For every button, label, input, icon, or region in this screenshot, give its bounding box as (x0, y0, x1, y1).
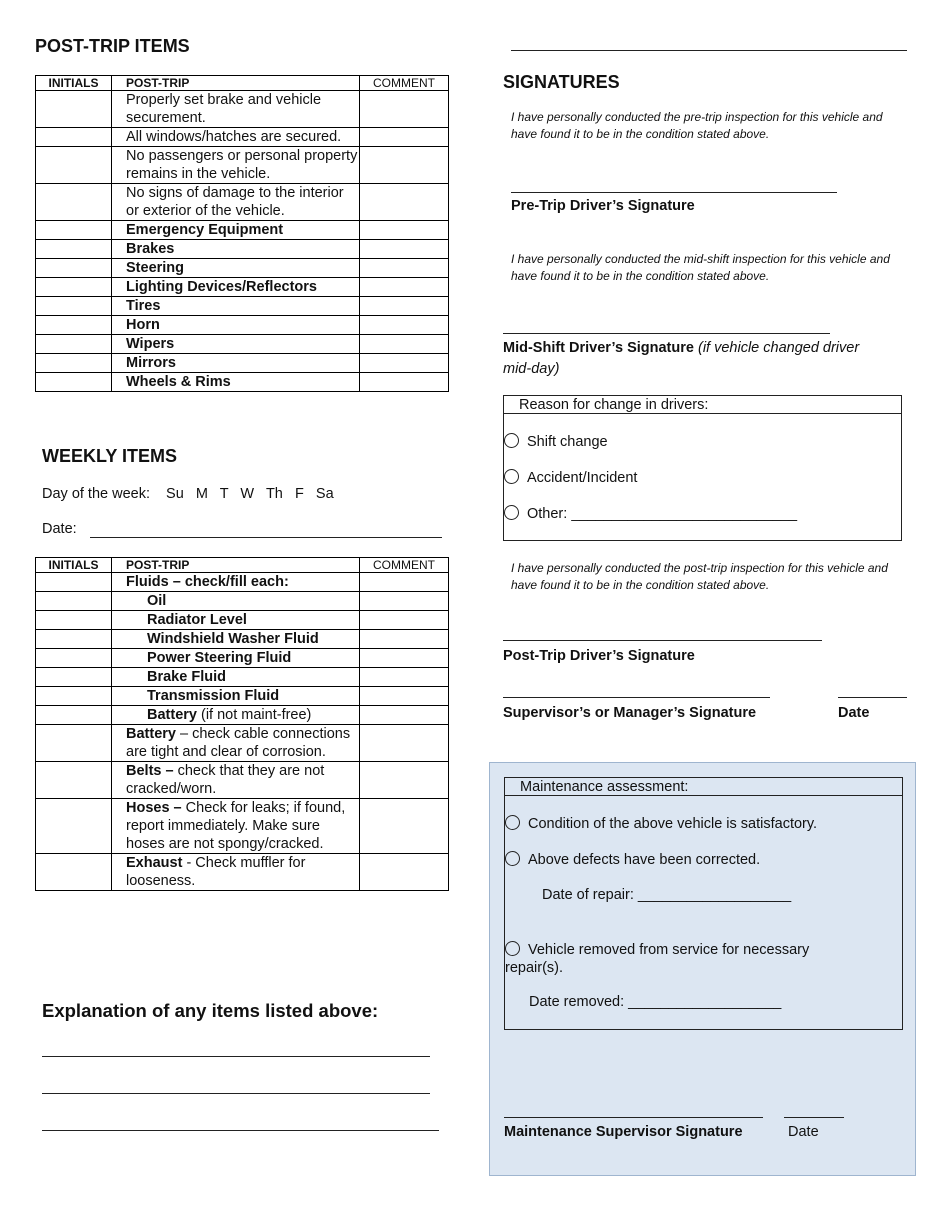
day-options[interactable]: Su M T W Th F Sa (166, 486, 334, 502)
item-bold-text: Exhaust (126, 855, 183, 871)
comment-cell[interactable] (360, 573, 449, 592)
removed-option[interactable] (505, 941, 845, 977)
table-row (36, 297, 449, 316)
comment-cell[interactable] (360, 91, 449, 128)
comment-cell[interactable] (360, 706, 449, 725)
removed-date-field[interactable]: Date removed: ___________________ (529, 994, 782, 1010)
table-row (36, 316, 449, 335)
item-cell: No signs of damage to the interior or exterior of the vehicle. (112, 184, 360, 221)
comment-header: COMMENT (360, 76, 449, 91)
item-cell (112, 592, 360, 611)
table-row (36, 762, 449, 799)
table-row (36, 128, 449, 147)
mid-shift-note: (if vehicle changed driver mid-day) (503, 340, 860, 377)
table-row (36, 649, 449, 668)
initials-cell[interactable] (36, 221, 112, 240)
comment-cell[interactable] (360, 221, 449, 240)
initials-cell[interactable] (36, 687, 112, 706)
item-bold-text: Fluids – check/fill each: (126, 574, 289, 590)
initials-cell[interactable] (36, 354, 112, 373)
supervisor-date-label: Date (838, 705, 870, 721)
explanation-line-2[interactable] (42, 1093, 430, 1094)
initials-cell[interactable] (36, 649, 112, 668)
mid-shift-signature-line[interactable] (503, 333, 830, 334)
table-row (36, 668, 449, 687)
table-row (36, 184, 449, 221)
post-trip-title: POST-TRIP ITEMS (35, 36, 190, 56)
item-cell (112, 725, 360, 762)
mid-shift-signature-label-block (503, 338, 863, 380)
table-row (36, 91, 449, 128)
table-row (36, 259, 449, 278)
item-cell: Lighting Devices/Reflectors (112, 278, 360, 297)
comment-cell[interactable] (360, 278, 449, 297)
initials-cell[interactable] (36, 706, 112, 725)
comment-cell[interactable] (360, 297, 449, 316)
pre-trip-signature-label: Pre-Trip Driver’s Signature (511, 198, 695, 214)
shift-change-radio[interactable] (504, 433, 519, 448)
post-trip-statement: I have personally conducted the post-trip inspection for this vehicle and have found it to be in the condition stated above. (511, 561, 888, 592)
corrected-option[interactable] (505, 851, 760, 868)
table-row (36, 221, 449, 240)
comment-cell[interactable] (360, 854, 449, 891)
item-bold-text: Battery (126, 726, 176, 742)
maintenance-date-label: Date (788, 1124, 819, 1140)
item-cell (112, 630, 360, 649)
initials-cell[interactable] (36, 630, 112, 649)
comment-cell[interactable] (360, 240, 449, 259)
pre-trip-signature-line[interactable] (511, 192, 837, 193)
date-label: Date: (42, 521, 77, 537)
satisfactory-label: Condition of the above vehicle is satisfactory. (528, 816, 818, 832)
comment-cell[interactable] (360, 762, 449, 799)
initials-cell[interactable] (36, 668, 112, 687)
item-cell (112, 649, 360, 668)
other-radio[interactable] (504, 505, 519, 520)
mid-shift-signature-label: Mid-Shift Driver’s Signature (503, 340, 694, 356)
maintenance-date-line[interactable] (784, 1117, 844, 1118)
comment-cell[interactable] (360, 630, 449, 649)
item-cell (112, 611, 360, 630)
initials-cell[interactable] (36, 611, 112, 630)
item-cell: Emergency Equipment (112, 221, 360, 240)
item-cell: Wipers (112, 335, 360, 354)
initials-cell[interactable] (36, 297, 112, 316)
initials-cell[interactable] (36, 184, 112, 221)
table-row (36, 592, 449, 611)
item-cell: Wheels & Rims (112, 373, 360, 392)
supervisor-signature-label: Supervisor’s or Manager’s Signature (503, 705, 757, 721)
maintenance-signature-line[interactable] (504, 1117, 763, 1118)
item-cell: Mirrors (112, 354, 360, 373)
post-trip-header: POST-TRIP (112, 558, 360, 573)
weekly-table (35, 557, 449, 891)
item-cell (112, 573, 360, 592)
top-line (511, 50, 907, 51)
table-row (36, 335, 449, 354)
item-cell: Tires (112, 297, 360, 316)
item-detail-text: (if not maint-free) (196, 707, 312, 723)
item-cell: All windows/hatches are secured. (112, 128, 360, 147)
accident-label: Accident/Incident (527, 470, 638, 486)
initials-cell[interactable] (36, 799, 112, 854)
post-trip-signature-label: Post-Trip Driver’s Signature (503, 648, 695, 664)
comment-cell[interactable] (360, 335, 449, 354)
comment-cell[interactable] (360, 354, 449, 373)
explanation-line-3[interactable] (42, 1130, 439, 1131)
item-cell (112, 706, 360, 725)
table-row (36, 799, 449, 854)
driver-change-box (503, 395, 902, 541)
satisfactory-option[interactable] (505, 815, 817, 832)
post-trip-table (35, 75, 449, 392)
accident-radio[interactable] (504, 469, 519, 484)
table-row (36, 687, 449, 706)
day-of-week-label: Day of the week: (42, 486, 150, 502)
item-detail-text: check that they are not cracked/worn. (126, 763, 329, 797)
initials-cell[interactable] (36, 725, 112, 762)
table-row (36, 706, 449, 725)
comment-cell[interactable] (360, 184, 449, 221)
explanation-title: Explanation of any items listed above: (42, 1000, 379, 1021)
initials-cell[interactable] (36, 335, 112, 354)
maintenance-box (504, 777, 903, 1030)
item-cell: No passengers or personal property remains in the vehicle. (112, 147, 360, 184)
initials-cell[interactable] (36, 91, 112, 128)
table-row (36, 573, 449, 592)
item-detail-text: - Check muffler for looseness. (126, 855, 310, 889)
maintenance-title: Maintenance assessment: (505, 778, 902, 796)
other-option[interactable] (504, 505, 797, 522)
item-cell: Horn (112, 316, 360, 335)
initials-cell[interactable] (36, 316, 112, 335)
supervisor-date-line[interactable] (838, 697, 907, 698)
initials-header: INITIALS (36, 558, 112, 573)
post-trip-header: POST-TRIP (112, 76, 360, 91)
initials-header: INITIALS (36, 76, 112, 91)
item-bold-text: Oil (147, 593, 167, 609)
initials-cell[interactable] (36, 240, 112, 259)
comment-cell[interactable] (360, 373, 449, 392)
maintenance-panel (489, 762, 916, 1176)
corrected-radio[interactable] (505, 851, 520, 866)
comment-cell[interactable] (360, 799, 449, 854)
other-label: Other: ____________________________ (527, 506, 798, 522)
initials-cell[interactable] (36, 128, 112, 147)
comment-cell[interactable] (360, 611, 449, 630)
table-row (36, 354, 449, 373)
item-cell (112, 799, 360, 854)
corrected-label: Above defects have been corrected. (528, 852, 761, 868)
pre-trip-statement: I have personally conducted the pre-trip inspection for this vehicle and have found it to be in the condition stated above. (511, 110, 883, 141)
item-cell: Brakes (112, 240, 360, 259)
item-bold-text: Belts – (126, 763, 174, 779)
initials-cell[interactable] (36, 278, 112, 297)
table-row (36, 611, 449, 630)
table-row (36, 725, 449, 762)
satisfactory-radio[interactable] (505, 815, 520, 830)
item-cell (112, 687, 360, 706)
initials-cell[interactable] (36, 147, 112, 184)
item-bold-text: Radiator Level (147, 612, 247, 628)
initials-cell[interactable] (36, 373, 112, 392)
table-row (36, 630, 449, 649)
table-row (36, 278, 449, 297)
item-cell: Properly set brake and vehicle securement. (112, 91, 360, 128)
repair-date-field[interactable]: Date of repair: ___________________ (542, 887, 792, 903)
item-cell (112, 854, 360, 891)
item-detail-text: Check for leaks; if found, report immediately. Make sure hoses are not spongy/cracked. (126, 800, 350, 852)
comment-cell[interactable] (360, 592, 449, 611)
day-of-week-row (42, 486, 334, 502)
initials-cell[interactable] (36, 592, 112, 611)
table-row (36, 373, 449, 392)
accident-option[interactable] (504, 469, 637, 486)
comment-cell[interactable] (360, 725, 449, 762)
mid-shift-statement: I have personally conducted the mid-shift inspection for this vehicle and have found it to be in the condition stated above. (511, 252, 890, 283)
explanation-line-1[interactable] (42, 1056, 430, 1057)
comment-cell[interactable] (360, 259, 449, 278)
table-row (36, 240, 449, 259)
comment-header: COMMENT (360, 558, 449, 573)
item-cell: Steering (112, 259, 360, 278)
shift-change-option[interactable] (504, 433, 608, 450)
item-bold-text: Transmission Fluid (147, 688, 280, 704)
maintenance-signature-label: Maintenance Supervisor Signature (504, 1124, 743, 1140)
item-bold-text: Windshield Washer Fluid (147, 631, 319, 647)
table-row (36, 147, 449, 184)
removed-label: Vehicle removed from service for necessary repair(s). (505, 942, 810, 976)
shift-change-label: Shift change (527, 434, 608, 450)
comment-cell[interactable] (360, 649, 449, 668)
signatures-title: SIGNATURES (503, 72, 620, 92)
driver-change-title: Reason for change in drivers: (504, 396, 901, 414)
initials-cell[interactable] (36, 854, 112, 891)
comment-cell[interactable] (360, 668, 449, 687)
item-bold-text: Brake Fluid (147, 669, 226, 685)
initials-cell[interactable] (36, 573, 112, 592)
post-trip-signature-line[interactable] (503, 640, 822, 641)
comment-cell[interactable] (360, 316, 449, 335)
item-bold-text: Hoses – (126, 800, 182, 816)
comment-cell[interactable] (360, 128, 449, 147)
item-bold-text: Battery (147, 707, 197, 723)
item-cell (112, 762, 360, 799)
table-row (36, 854, 449, 891)
weekly-date-line[interactable] (90, 537, 442, 538)
weekly-title: WEEKLY ITEMS (42, 446, 178, 466)
item-detail-text: – check cable connections are tight and clear of corrosion. (126, 726, 355, 760)
initials-cell[interactable] (36, 259, 112, 278)
item-cell (112, 668, 360, 687)
supervisor-signature-line[interactable] (503, 697, 770, 698)
removed-radio[interactable] (505, 941, 520, 956)
item-bold-text: Power Steering Fluid (147, 650, 292, 666)
comment-cell[interactable] (360, 147, 449, 184)
comment-cell[interactable] (360, 687, 449, 706)
initials-cell[interactable] (36, 762, 112, 799)
